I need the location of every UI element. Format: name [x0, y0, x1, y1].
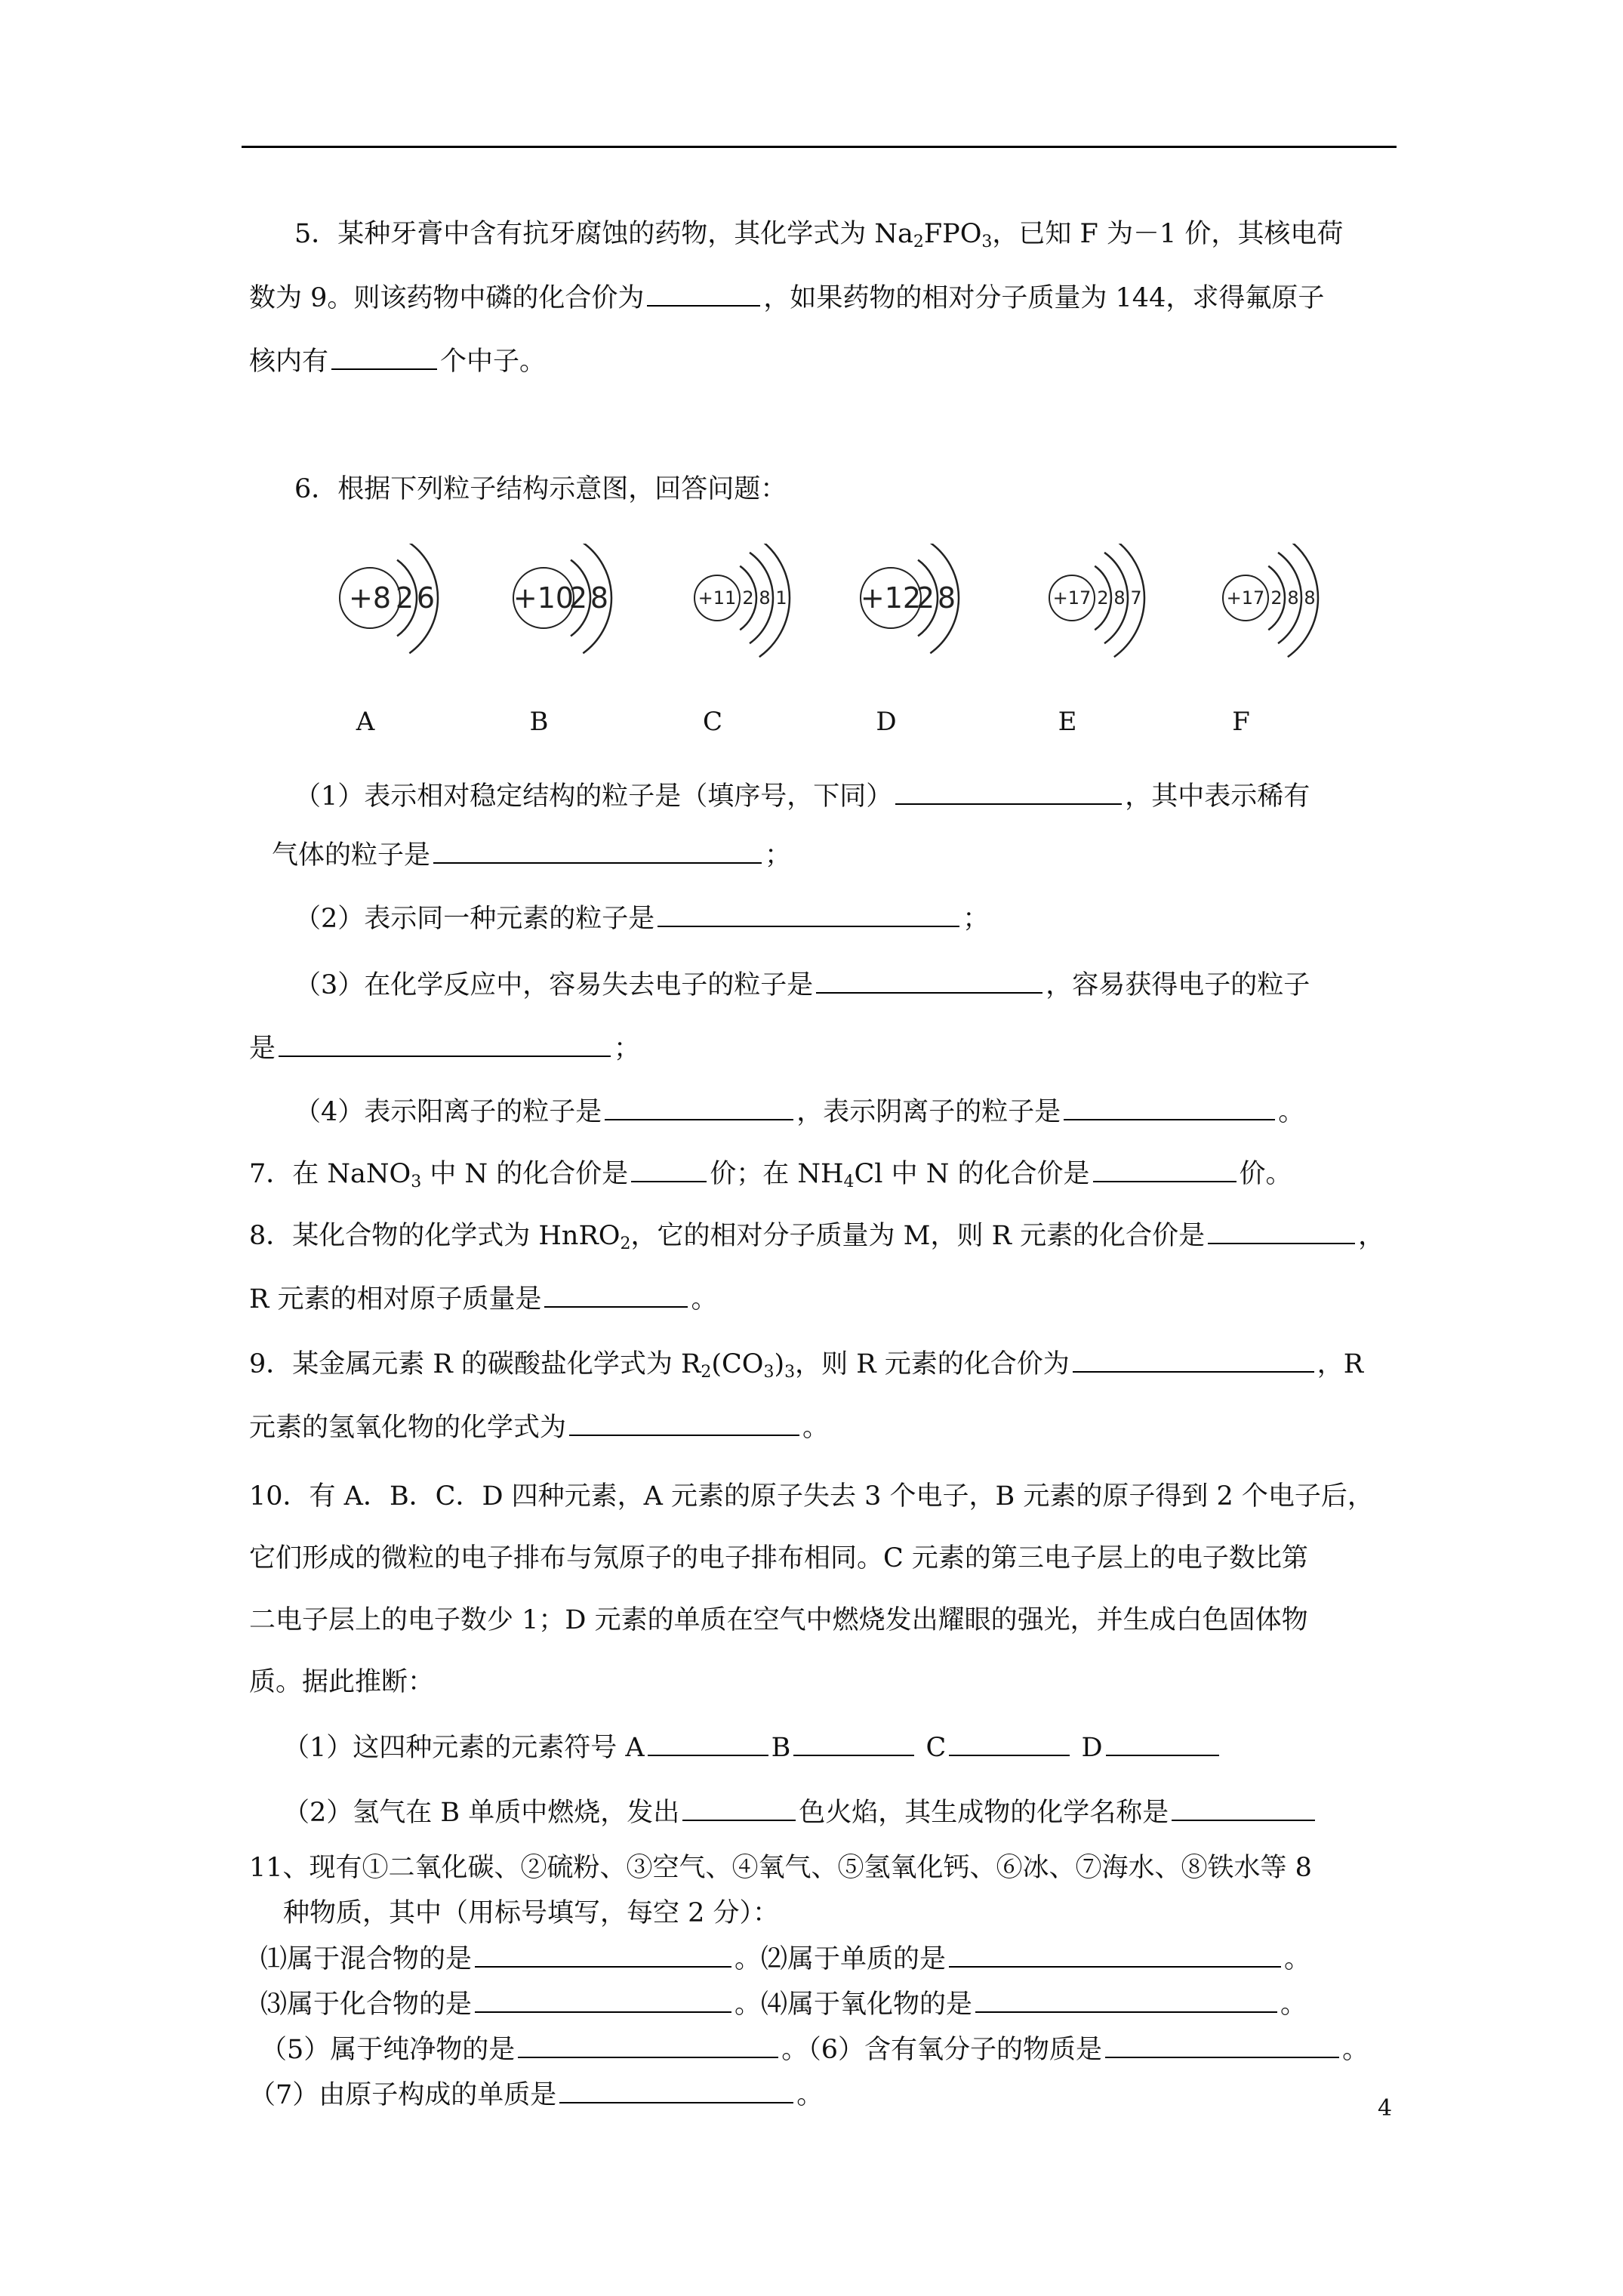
blank-flame-color[interactable] [682, 1794, 796, 1821]
blank-product-name[interactable] [1172, 1794, 1315, 1821]
shell-electron-count: 2 [1270, 587, 1283, 609]
q9-line-1: 9．某金属元素 R 的碳酸盐化学式为 $R_2(CO_3)_3$，则 R 元素的化合价为 ，R [249, 1345, 1363, 1389]
q9-line-2: 元素的氢氧化物的化学式为 。 [249, 1409, 829, 1444]
q11-line-2: 种物质，其中（用标号填写，每空 2 分）： [283, 1898, 780, 1928]
q10-line-3: 二电子层上的电子数少 1；D 元素的单质在空气中燃烧发出耀眼的强光，并生成白色固体物 [249, 1605, 1308, 1635]
q7: 7．在 NaNO$_3$ 中 N 的化合价是 价；在 $NH_4Cl$ 中 N 的化合价是 价。 [249, 1155, 1292, 1199]
blank-stable-structure[interactable] [895, 778, 1122, 805]
q11-part-1-2: ⑴属于混合物的是 。⑵属于单质的是 。 [260, 1940, 1310, 1976]
blank-compounds[interactable] [475, 1986, 731, 2013]
blank-n-valence-nh4cl[interactable] [1093, 1155, 1236, 1182]
q11-part-3-4: ⑶属于化合物的是 。⑷属于氧化物的是 。 [260, 1986, 1307, 2021]
blank-gain-electrons[interactable] [279, 1030, 611, 1057]
atom-diagram-f [1223, 544, 1318, 737]
blank-n-valence-nano3[interactable] [631, 1155, 707, 1182]
q6-sub4: （4）表示阳离子的粒子是 ，表示阴离子的粒子是 。 [294, 1093, 1304, 1129]
nucleus-charge: +11 [698, 587, 737, 609]
blank-same-element[interactable] [658, 900, 959, 927]
blank-atomic-elements[interactable] [559, 2076, 793, 2103]
q8-line-1: 8．某化合物的化学式为 HnRO$_2$，它的相对分子质量为 M，则 R 元素的化合价是 ， [249, 1217, 1384, 1261]
shell-electron-count: 7 [1130, 587, 1142, 609]
q6-sub2: （2）表示同一种元素的粒子是 ； [294, 900, 989, 935]
nucleus-charge: +17 [1052, 587, 1092, 609]
shell-electron-count: 8 [937, 581, 956, 615]
atom-diagram-d [861, 544, 959, 737]
shell-electron-count: 8 [1304, 587, 1316, 609]
blank-noble-gas[interactable] [433, 837, 762, 864]
q10-line-1: 10．有 A．B．C．D 四种元素，A 元素的原子失去 3 个电子，B 元素的原子得到 2 个电子后， [249, 1481, 1374, 1512]
q6-sub3-line-2: 是 ； [249, 1030, 640, 1065]
q5-line-3: 核内有 个中子。 [249, 343, 546, 378]
shell-electron-count: 2 [395, 581, 414, 615]
q5-line-2: 数为 9。则该药物中磷的化合价为 ，如果药物的相对分子质量为 144，求得氟原子 [249, 279, 1324, 315]
blank-anion[interactable] [1064, 1093, 1275, 1120]
atom-diagram-b [513, 544, 611, 737]
atom-label: A [356, 707, 375, 737]
shell-electron-count: 8 [1287, 587, 1299, 609]
nucleus-charge: +8 [348, 581, 392, 615]
blank-pure-substances[interactable] [518, 2031, 778, 2058]
shell-electron-count: 2 [1097, 587, 1109, 609]
blank-neutron-count[interactable] [331, 343, 437, 370]
q6-sub1-line-2: 气体的粒子是 ； [272, 837, 791, 872]
q10-line-4: 质。据此推断： [249, 1667, 435, 1697]
atom-label: E [1058, 707, 1077, 737]
shell-electron-count: 1 [775, 587, 787, 609]
atom-diagram-a [340, 544, 438, 737]
shell-electron-count: 6 [416, 581, 436, 615]
particle-structure-diagrams [0, 544, 1623, 740]
q11-line-1: 11、现有①二氧化碳、②硫粉、③空气、④氧气、⑤氢氧化钙、⑥冰、⑦海水、⑧铁水等 8 [249, 1853, 1312, 1883]
nucleus-charge: +17 [1226, 587, 1265, 609]
shell-electron-count: 2 [916, 581, 935, 615]
blank-symbol-c[interactable] [949, 1729, 1070, 1756]
shell-electron-count: 8 [759, 587, 771, 609]
header-rule [242, 146, 1397, 148]
q8-line-2: R 元素的相对原子质量是 。 [249, 1281, 718, 1316]
blank-phosphorus-valence[interactable] [647, 279, 760, 307]
q10-sub2: （2）氢气在 B 单质中燃烧，发出 色火焰，其生成物的化学名称是 [283, 1794, 1318, 1829]
atom-label: D [876, 707, 897, 737]
blank-hydroxide-formula[interactable] [569, 1409, 799, 1436]
blank-oxides[interactable] [975, 1986, 1277, 2013]
q6-title: 6．根据下列粒子结构示意图，回答问题： [294, 474, 787, 504]
shell-electron-count: 8 [1113, 587, 1126, 609]
blank-symbol-d[interactable] [1106, 1729, 1219, 1756]
q6-sub1-line-1: （1）表示相对稳定结构的粒子是（填序号，下同） ，其中表示稀有 [294, 778, 1310, 813]
blank-lose-electrons[interactable] [816, 966, 1042, 994]
q11-part-7: （7）由原子构成的单质是 。 [249, 2076, 823, 2112]
blank-r-valence[interactable] [1208, 1217, 1355, 1244]
blank-cation[interactable] [605, 1093, 793, 1120]
atom-label: B [529, 707, 549, 737]
blank-r-carbonate-valence[interactable] [1073, 1345, 1314, 1373]
q6-sub3-line-1: （3）在化学反应中，容易失去电子的粒子是 ，容易获得电子的粒子 [294, 966, 1310, 1002]
q10-sub1: （1）这四种元素的元素符号 A B C D [283, 1729, 1222, 1764]
blank-r-atomic-mass[interactable] [544, 1281, 688, 1308]
q10-line-2: 它们形成的微粒的电子排布与氖原子的电子排布相同。C 元素的第三电子层上的电子数比第 [249, 1543, 1308, 1573]
blank-elements[interactable] [949, 1940, 1281, 1968]
atom-label: F [1232, 707, 1250, 737]
q11-part-5-6: （5）属于纯净物的是 。（6）含有氧分子的物质是 。 [260, 2031, 1369, 2066]
blank-mixtures[interactable] [475, 1940, 731, 1968]
atom-label: C [702, 707, 723, 737]
shell-electron-count: 8 [590, 581, 609, 615]
atom-diagram-c [694, 544, 790, 737]
blank-oxygen-molecules[interactable] [1105, 2031, 1339, 2058]
shell-electron-count: 2 [742, 587, 754, 609]
atom-diagram-e [1049, 544, 1144, 737]
page-number: 4 [1378, 2095, 1393, 2122]
shell-electron-count: 2 [568, 581, 588, 615]
nucleus-charge: +12 [860, 581, 922, 615]
blank-symbol-b[interactable] [793, 1729, 914, 1756]
blank-symbol-a[interactable] [648, 1729, 768, 1756]
nucleus-charge: +10 [513, 581, 574, 615]
q5-line-1: 5．某种牙膏中含有抗牙腐蚀的药物，其化学式为 $Na_2FPO_3$，已知 F 为－1 价，其核电荷 [294, 219, 1344, 251]
